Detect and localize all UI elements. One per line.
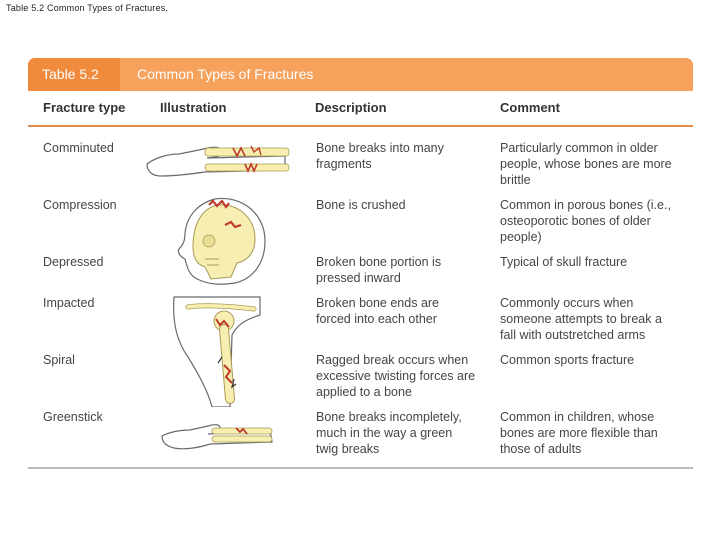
shoulder-arm-illustration bbox=[168, 295, 268, 407]
table-header-row bbox=[28, 91, 693, 127]
header-illustration: Illustration bbox=[160, 100, 227, 115]
row-greenstick-comment: Common in children, whose bones are more flexible than those of adults bbox=[500, 410, 658, 456]
table-number: Table 5.2 bbox=[28, 58, 120, 91]
row-compression-comment: Common in porous bones (i.e., osteoporotic bones of older people) bbox=[500, 198, 671, 244]
row-greenstick-type: Greenstick bbox=[43, 410, 103, 424]
header-comment: Comment bbox=[500, 100, 560, 115]
slide-caption: Table 5.2 Common Types of Fractures. bbox=[6, 3, 169, 13]
skull-head-illustration bbox=[175, 193, 270, 289]
row-compression-type: Compression bbox=[43, 198, 117, 212]
row-comminuted-description: Bone breaks into many fragments bbox=[316, 141, 444, 171]
row-depressed-comment: Typical of skull fracture bbox=[500, 255, 628, 269]
comminuted-arm-illustration bbox=[145, 138, 290, 180]
row-impacted-type: Impacted bbox=[43, 296, 95, 310]
row-depressed-type: Depressed bbox=[43, 255, 104, 269]
row-comminuted-comment: Particularly common in older people, whose bones are more brittle bbox=[500, 141, 672, 187]
row-comminuted-type: Comminuted bbox=[43, 141, 114, 155]
row-compression-description: Bone is crushed bbox=[316, 198, 406, 212]
row-spiral-comment: Common sports fracture bbox=[500, 353, 635, 367]
fracture-table bbox=[28, 58, 693, 127]
table-title: Common Types of Fractures bbox=[137, 66, 314, 82]
row-greenstick-description: Bone breaks incompletely, much in the way a green twig breaks bbox=[316, 410, 462, 456]
table-bottom-rule bbox=[28, 467, 693, 469]
header-description: Description bbox=[315, 100, 387, 115]
greenstick-arm-illustration bbox=[160, 414, 275, 452]
table-banner bbox=[28, 58, 693, 91]
row-impacted-description: Broken bone ends are forced into each other bbox=[316, 296, 440, 326]
row-spiral-description: Ragged break occurs when excessive twisting forces are applied to a bone bbox=[316, 353, 476, 399]
header-fracture-type: Fracture type bbox=[43, 100, 126, 115]
row-spiral-type: Spiral bbox=[43, 353, 75, 367]
row-depressed-description: Broken bone portion is pressed inward bbox=[316, 255, 442, 285]
row-impacted-comment: Commonly occurs when someone attempts to break a fall with outstretched arms bbox=[500, 296, 662, 342]
